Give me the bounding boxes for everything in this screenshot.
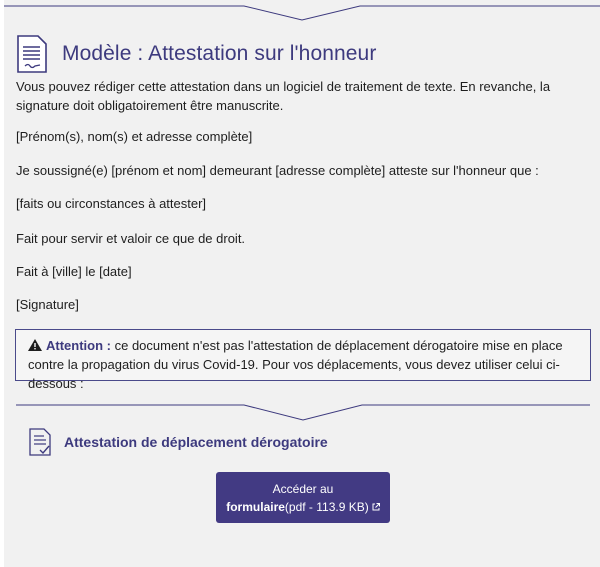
template-line: [Prénom(s), nom(s) et adresse complète] xyxy=(16,129,253,144)
section-divider xyxy=(16,404,590,422)
warning-icon xyxy=(28,339,42,351)
button-label: Accéder au xyxy=(272,481,334,496)
template-line: Fait à [ville] le [date] xyxy=(16,264,132,279)
external-link-icon xyxy=(372,503,380,511)
page-title: Modèle : Attestation sur l'honneur xyxy=(62,42,377,65)
alert-text: ce document n'est pas l'attestation de déplacement dérogatoire mise en place contre la propagation du virus Covid-19. Pour vos déplacements, vous devez utiliser celui ci-dessous : xyxy=(28,338,563,391)
document-icon xyxy=(16,35,48,73)
button-file-meta: (pdf - 113.9 KB) xyxy=(284,499,369,514)
template-line: [Signature] xyxy=(16,297,79,312)
button-bold-label: formulaire xyxy=(226,499,285,514)
form-checklist-icon xyxy=(28,428,52,456)
alert-label: Attention : xyxy=(46,338,111,353)
intro-paragraph: Vous pouvez rédiger cette attestation dans un logiciel de traitement de texte. En revanche, la signature doit obligatoirement être manuscrite. xyxy=(16,79,551,113)
form-title: Attestation de déplacement dérogatoire xyxy=(64,434,328,450)
template-line: Fait pour servir et valoir ce que de droit. xyxy=(16,231,246,246)
template-line: Je soussigné(e) [prénom et nom] demeurant [adresse complète] atteste sur l'honneur que : xyxy=(16,163,539,178)
content-panel xyxy=(4,0,600,567)
form-section-header xyxy=(28,428,328,456)
access-form-button[interactable] xyxy=(216,472,390,523)
covid-warning-alert xyxy=(15,329,591,391)
top-notch-divider xyxy=(4,0,600,24)
template-line: [faits ou circonstances à attester] xyxy=(16,196,207,211)
title-row xyxy=(16,34,376,74)
